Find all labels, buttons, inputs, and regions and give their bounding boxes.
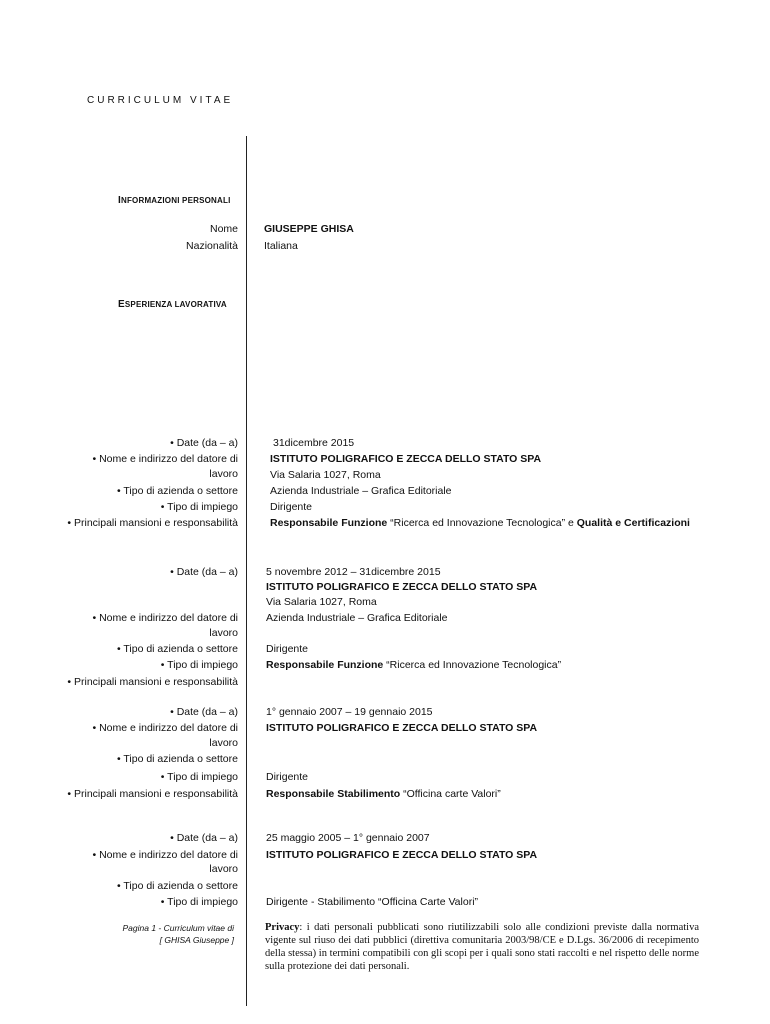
name-value: GIUSEPPE GHISA: [264, 223, 354, 235]
employment-label: • Tipo di impiego: [160, 659, 238, 671]
employer-label-cont: lavoro: [209, 627, 238, 639]
dates-label: • Date (da – a): [170, 832, 238, 844]
page-footer-line1: Pagina 1 - Curriculum vitae di: [122, 923, 234, 933]
employer-label: • Nome e indirizzo del datore di: [92, 722, 238, 734]
name-label: Nome: [209, 223, 238, 235]
job-dates: 1° gennaio 2007 – 19 gennaio 2015: [266, 706, 433, 718]
job-sector: Azienda Industriale – Grafica Editoriale: [266, 612, 448, 624]
employment-label: • Tipo di impiego: [160, 771, 238, 783]
job-employment: Dirigente - Stabilimento “Officina Carte Valori”: [266, 896, 479, 908]
nationality-value: Italiana: [264, 240, 298, 252]
job-duties: Responsabile Funzione “Ricerca ed Innovazione Tecnologica”: [266, 659, 562, 671]
job-employer: ISTITUTO POLIGRAFICO E ZECCA DELLO STATO SPA: [266, 581, 538, 593]
nationality-label: Nazionalità: [186, 240, 238, 252]
job-dates: 31dicembre 2015: [273, 437, 355, 449]
employer-label: • Nome e indirizzo del datore di: [92, 849, 238, 861]
section-heading-personal-info: INFORMAZIONI PERSONALI: [118, 195, 231, 206]
privacy-label: Privacy: [265, 922, 300, 933]
job-employer: ISTITUTO POLIGRAFICO E ZECCA DELLO STATO SPA: [266, 722, 538, 734]
duties-label: • Principali mansioni e responsabilità: [67, 788, 238, 800]
job-employer: ISTITUTO POLIGRAFICO E ZECCA DELLO STATO SPA: [266, 849, 538, 861]
job-dates: 25 maggio 2005 – 1° gennaio 2007: [266, 832, 430, 844]
employer-label: • Nome e indirizzo del datore di: [92, 612, 238, 624]
job-employment: Dirigente: [266, 643, 309, 655]
column-divider: [246, 136, 247, 1006]
job-sector: Azienda Industriale – Grafica Editoriale: [270, 485, 452, 497]
employer-label-cont: lavoro: [209, 468, 238, 480]
dates-label: • Date (da – a): [170, 437, 238, 449]
privacy-notice: [265, 921, 699, 973]
job-employer: ISTITUTO POLIGRAFICO E ZECCA DELLO STATO SPA: [270, 453, 542, 465]
duties-label: • Principali mansioni e responsabilità: [67, 517, 238, 529]
section-heading-work-experience: ESPERIENZA LAVORATIVA: [118, 299, 227, 310]
employment-label: • Tipo di impiego: [160, 896, 238, 908]
sector-label: • Tipo di azienda o settore: [116, 880, 238, 892]
sector-label: • Tipo di azienda o settore: [116, 485, 238, 497]
job-duties: Responsabile Stabilimento “Officina carte Valori”: [266, 788, 501, 800]
privacy-text: : i dati personali pubblicati sono riutilizzabili solo alle condizioni previste dalla normativa vigente sul riuso dei dati pubblici (direttiva comunitaria 2003/98/CE e D.Lgs. 36/2006 di recepimento della stessa) in termini compatibili con gli scopi per i quali sono stati raccolti e nel rispetto delle norme sulla protezione dei dati personali.: [265, 922, 699, 972]
dates-label: • Date (da – a): [170, 706, 238, 718]
sector-label: • Tipo di azienda o settore: [116, 753, 238, 765]
page-footer-line2: [ GHISA Giuseppe ]: [159, 935, 234, 945]
job-employment: Dirigente: [266, 771, 309, 783]
job-employment: Dirigente: [270, 501, 313, 513]
page-footer-note: [64, 922, 234, 946]
job-address: Via Salaria 1027, Roma: [266, 596, 377, 608]
job-dates: 5 novembre 2012 – 31dicembre 2015: [266, 566, 441, 578]
employer-label: • Nome e indirizzo del datore di: [92, 453, 238, 465]
document-title: CURRICULUM VITAE: [87, 95, 234, 106]
employment-label: • Tipo di impiego: [160, 501, 238, 513]
duties-label: • Principali mansioni e responsabilità: [67, 676, 238, 688]
employer-label-cont: lavoro: [209, 863, 238, 875]
employer-label-cont: lavoro: [209, 737, 238, 749]
job-address: Via Salaria 1027, Roma: [270, 469, 381, 481]
sector-label: • Tipo di azienda o settore: [116, 643, 238, 655]
job-duties: Responsabile Funzione “Ricerca ed Innovazione Tecnologica” e Qualità e Certificazioni: [270, 517, 690, 529]
dates-label: • Date (da – a): [170, 566, 238, 578]
